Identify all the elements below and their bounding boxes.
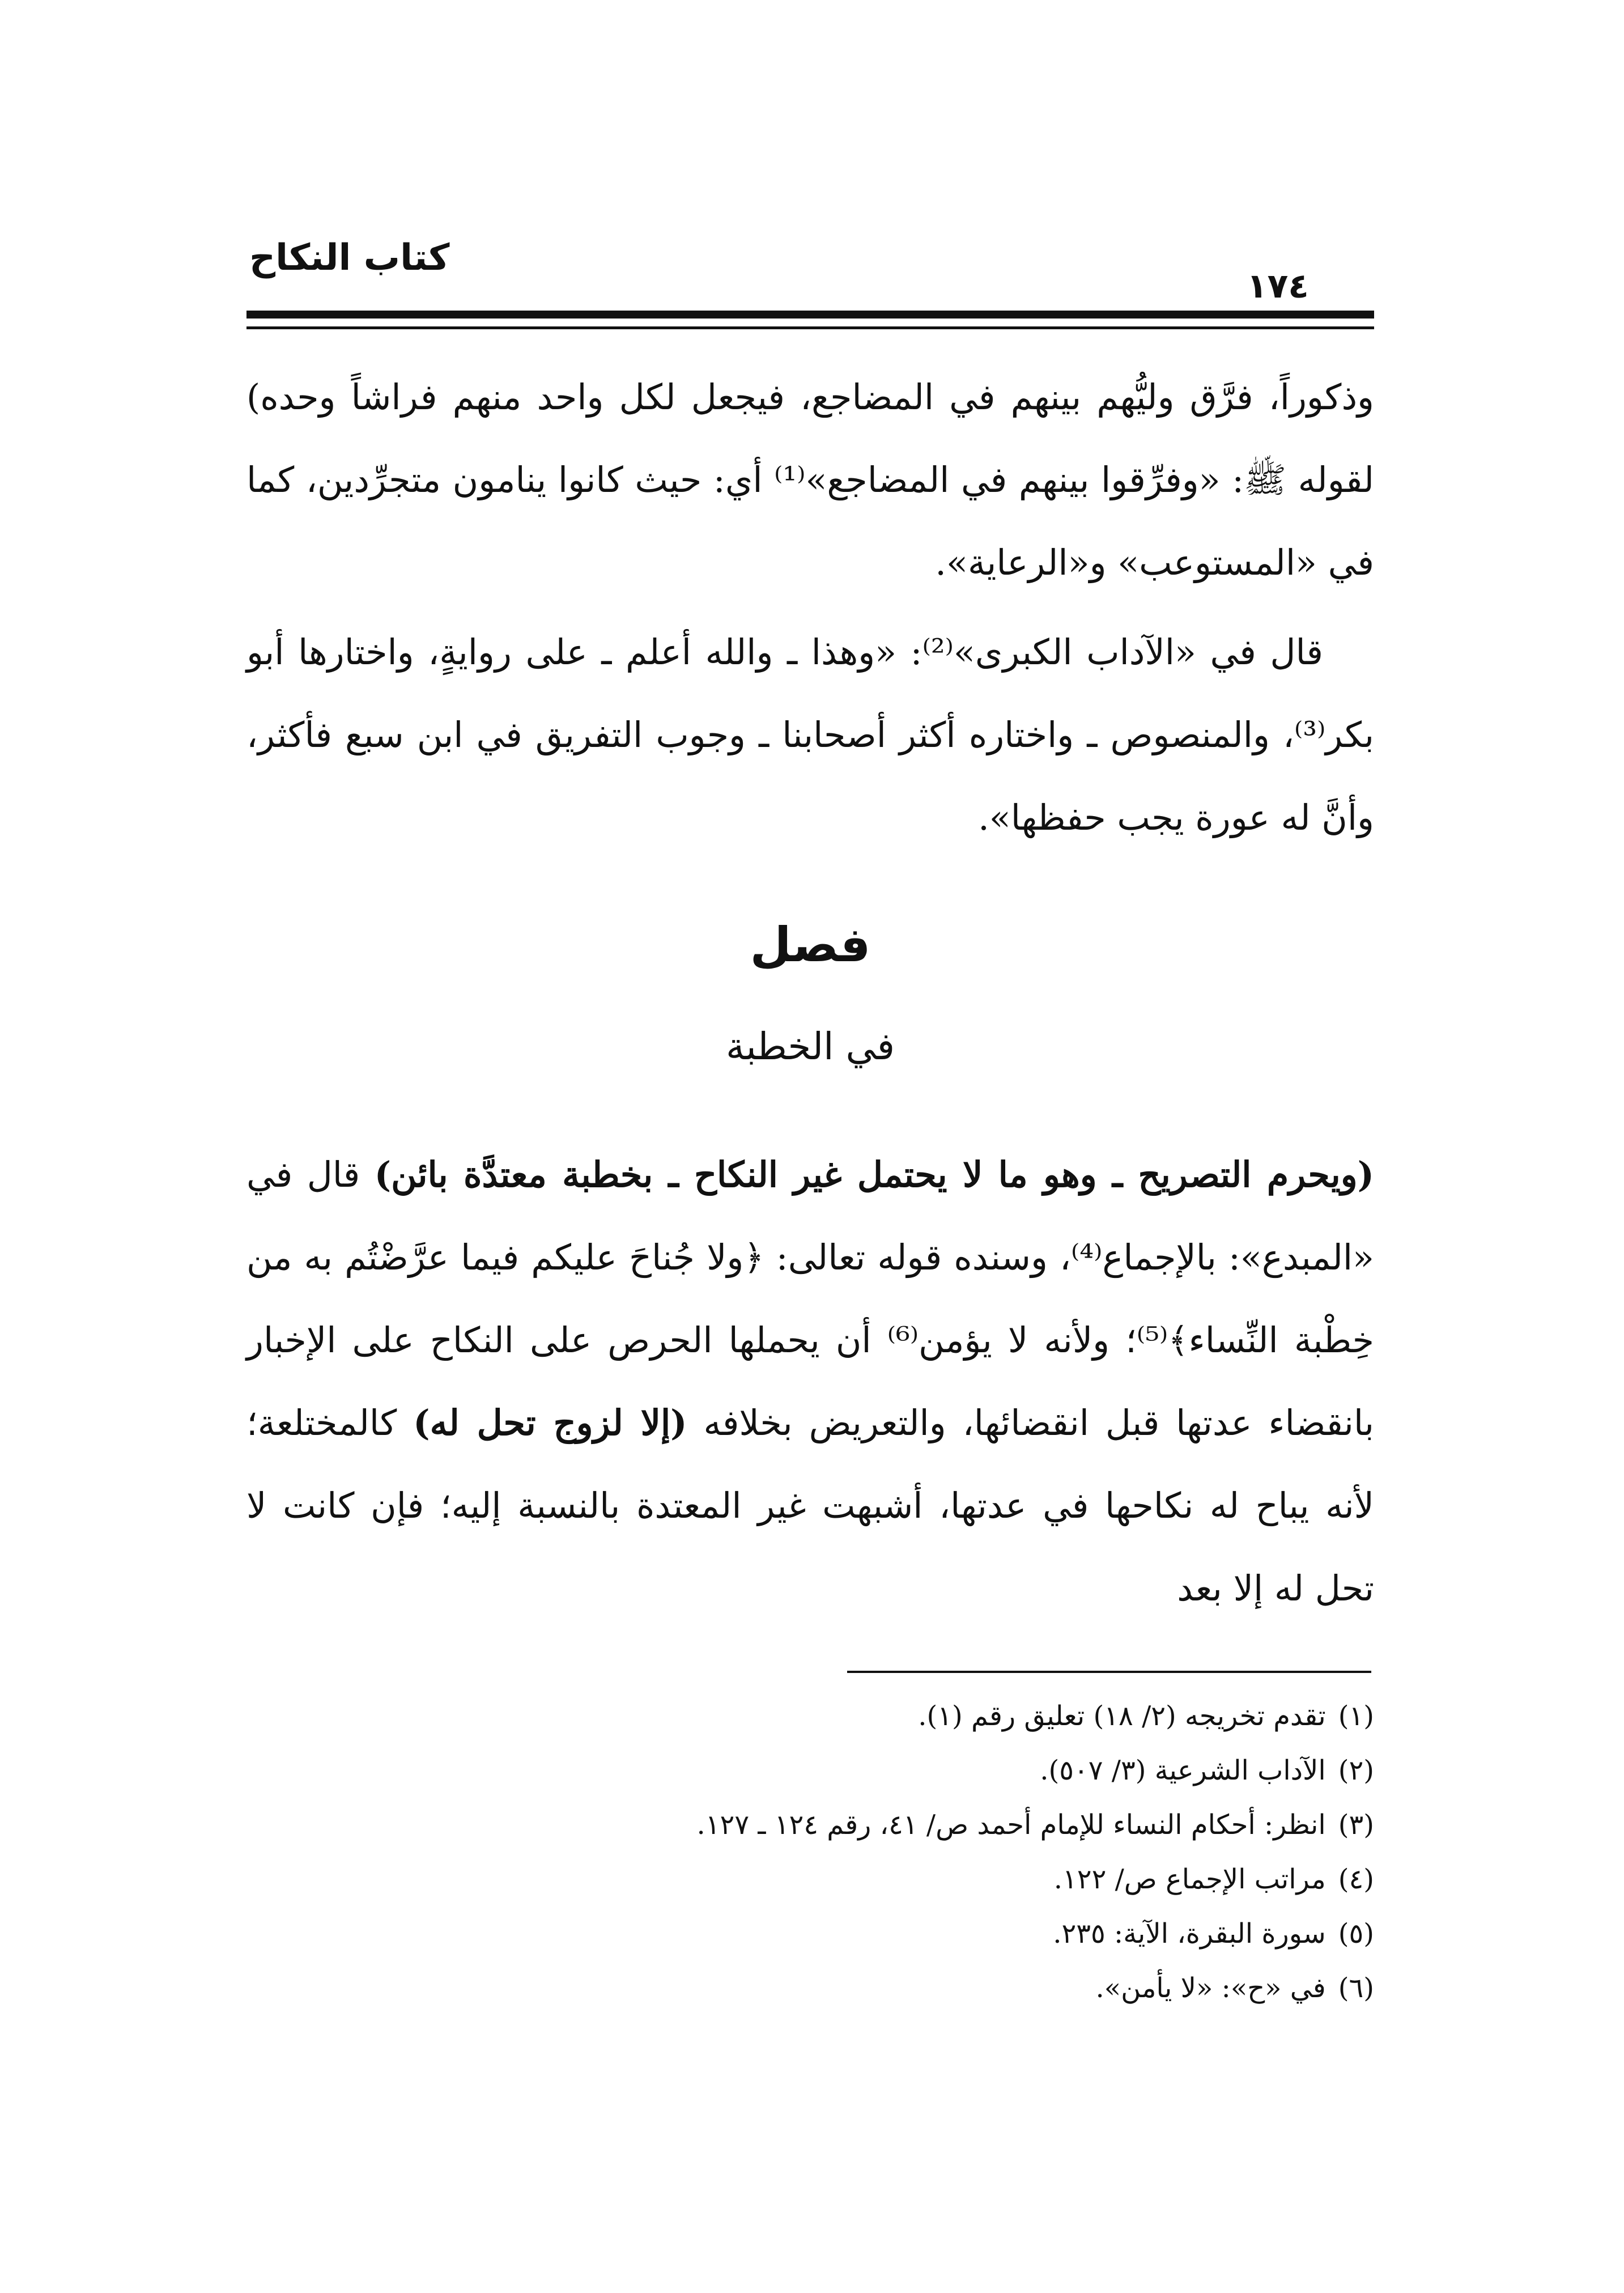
matn-text-middle: (إلا لزوج تحل له) [413, 1402, 687, 1443]
section-subheading: في الخطبة [725, 1025, 895, 1068]
commentary-text-b: كالمختلعة؛ لأنه يباح له نكاحها في عدتها، أشبهت غير المعتدة بالنسبة إليه؛ فإن كانت لا تحل له إلا بعد [246, 1402, 1374, 1609]
footnote-item [246, 1961, 1374, 2015]
commentary-text-a: قال في «المبدع»: بالإجماع⁽⁴⁾، وسنده قوله تعالى: ﴿ولا جُناحَ عليكم فيما عرَّضْتُم به من خِطْبة النِّساء﴾⁽⁵⁾؛ ولأنه لا يؤمن⁽⁶⁾ أن يحملها الحرص على النكاح على الإخبار بانقضاء عدتها قبل انقضائها، والتعريض بخلافه [246, 1154, 1375, 1443]
footnote-text: الآداب الشرعية (٣/ ٥٠٧). [1040, 1755, 1326, 1786]
footnote-number: (٤) [1338, 1863, 1374, 1895]
page-number: ١٧٤ [1247, 266, 1309, 306]
footnote-item [246, 1798, 1374, 1852]
footnote-text: في «ح»: «لا يأمن». [1095, 1972, 1326, 2004]
paragraph-1: وذكوراً، فرَّق وليُّهم بينهم في المضاجع، فيجعل لكل واحد منهم فراشاً وحده) لقوله ﷺ: «وفرِّقوا بينهم في المضاجع»⁽¹⁾ أي: حيث كانوا ينامون متجرِّدين، كما في «المستوعب» و«الرعاية». [246, 376, 1374, 583]
paragraph-3 [246, 1133, 1374, 1630]
footnote-item [246, 1852, 1374, 1906]
footnote-number: (٥) [1338, 1918, 1374, 1950]
footnote-item [246, 1689, 1374, 1743]
footnote-item [246, 1906, 1374, 1961]
header-rule-thin [246, 326, 1374, 329]
footnote-item [246, 1743, 1374, 1798]
section-heading: فصل [750, 917, 871, 973]
footnote-text: مراتب الإجماع ص/ ١٢٢. [1053, 1863, 1326, 1895]
footnote-number: (٢) [1338, 1755, 1374, 1786]
footnote-number: (١) [1338, 1700, 1374, 1732]
footnote-number: (٣) [1338, 1809, 1374, 1841]
footnote-text: انظر: أحكام النساء للإمام أحمد ص/ ٤١، رقم ١٢٤ ـ ١٢٧. [696, 1809, 1326, 1841]
footnotes-list [246, 1689, 1374, 2015]
footnote-text: تقدم تخريجه (٢/ ١٨) تعليق رقم (١). [918, 1700, 1326, 1732]
paragraph-2: قال في «الآداب الكبرى»⁽²⁾: «وهذا ـ والله أعلم ـ على روايةٍ، واختارها أبو بكر⁽³⁾، والمنصوص ـ واختاره أكثر أصحابنا ـ وجوب التفريق في ابن سبع فأكثر، وأنَّ له عورة يجب حفظها». [246, 631, 1374, 838]
matn-text-opening: (ويحرم التصريح ـ وهو ما لا يحتمل غير النكاح ـ بخطبة معتدَّة بائن) [374, 1154, 1374, 1195]
footnote-number: (٦) [1338, 1972, 1374, 2004]
footnote-text: سورة البقرة، الآية: ٢٣٥. [1053, 1918, 1326, 1950]
running-header-title: كتاب النكاح [249, 237, 450, 279]
header-rule-thick [246, 311, 1374, 319]
footnote-separator [847, 1671, 1371, 1673]
